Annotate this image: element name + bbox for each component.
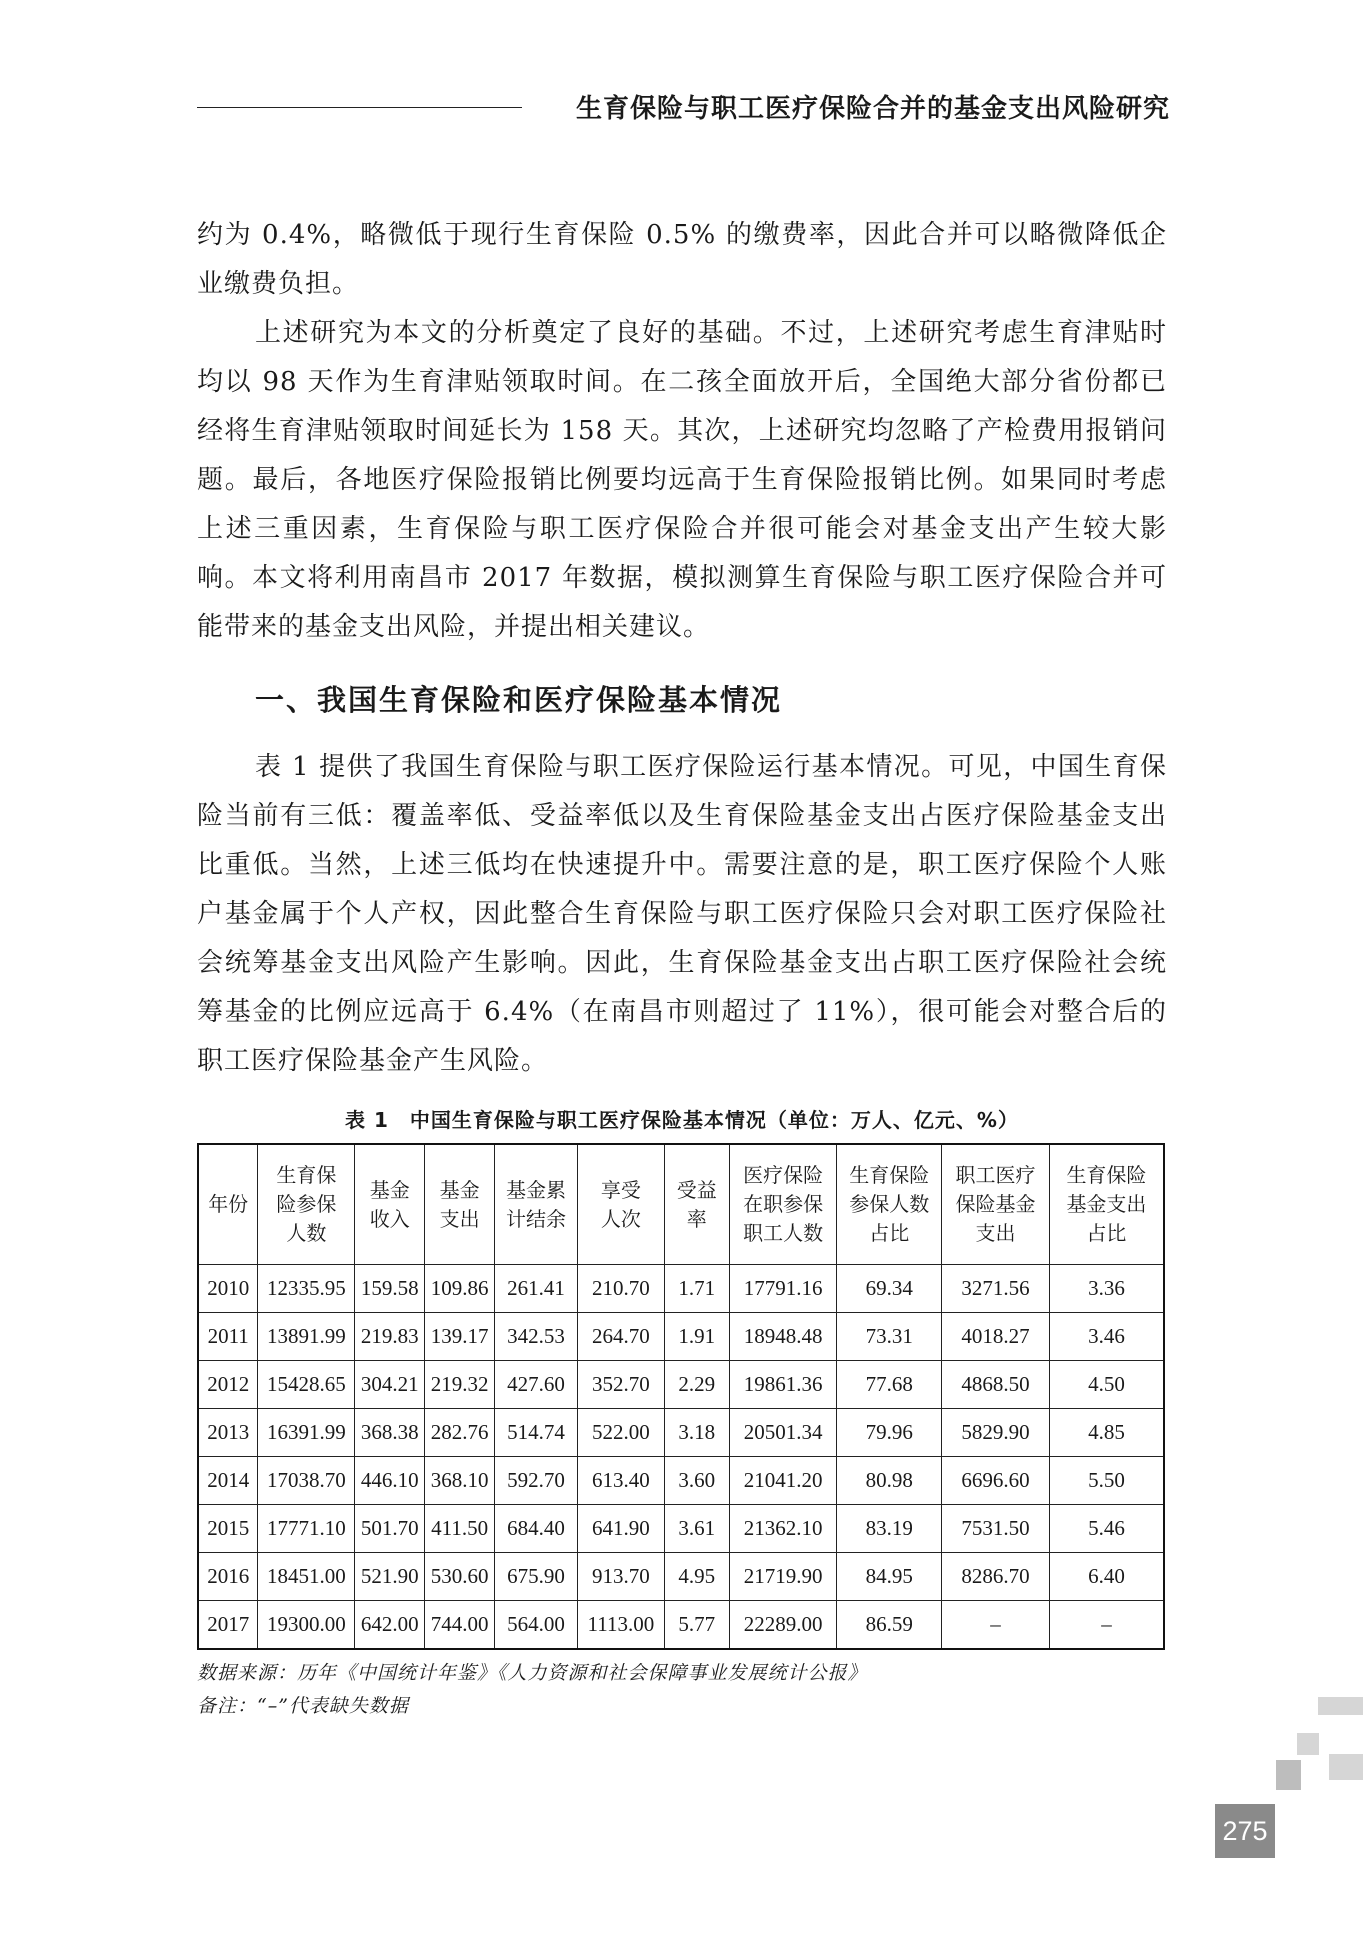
- table-cell: 3.60: [664, 1457, 729, 1505]
- table-cell: 352.70: [577, 1361, 664, 1409]
- header-rule: [197, 107, 522, 108]
- col-header-insured-ratio: 生育保险 参保人数 占比: [837, 1144, 942, 1265]
- table-cell: 84.95: [837, 1553, 942, 1601]
- table-cell: 1113.00: [577, 1601, 664, 1650]
- table-cell: 501.70: [355, 1505, 425, 1553]
- table-cell: 3.36: [1049, 1265, 1164, 1313]
- table-cell: 17038.70: [258, 1457, 355, 1505]
- table-cell: 21719.90: [729, 1553, 837, 1601]
- table-cell: 304.21: [355, 1361, 425, 1409]
- table-cell: 675.90: [495, 1553, 578, 1601]
- table-cell: 5.46: [1049, 1505, 1164, 1553]
- col-header-year: 年份: [198, 1144, 258, 1265]
- table-cell: 8286.70: [942, 1553, 1050, 1601]
- table-row: [198, 1361, 1164, 1409]
- decorative-square: [1297, 1733, 1319, 1755]
- table-cell: 2010: [198, 1265, 258, 1313]
- table-cell: 139.17: [425, 1313, 495, 1361]
- table-notes: [197, 1657, 868, 1723]
- table-cell: 86.59: [837, 1601, 942, 1650]
- table-cell: 17791.16: [729, 1265, 837, 1313]
- table-cell: 5.50: [1049, 1457, 1164, 1505]
- col-header-insured: 生育保 险参保 人数: [258, 1144, 355, 1265]
- table-cell: 2016: [198, 1553, 258, 1601]
- table-cell: 522.00: [577, 1409, 664, 1457]
- decorative-square: [1318, 1697, 1363, 1715]
- table-cell: 4.95: [664, 1553, 729, 1601]
- table-row: [198, 1553, 1164, 1601]
- col-header-medical-insured: 医疗保险 在职参保 职工人数: [729, 1144, 837, 1265]
- table-cell: 13891.99: [258, 1313, 355, 1361]
- table-row: [198, 1457, 1164, 1505]
- table-cell: 4868.50: [942, 1361, 1050, 1409]
- table-cell: 19300.00: [258, 1601, 355, 1650]
- table-cell: 264.70: [577, 1313, 664, 1361]
- table-cell: 21041.20: [729, 1457, 837, 1505]
- table-cell: 3.46: [1049, 1313, 1164, 1361]
- table-cell: 613.40: [577, 1457, 664, 1505]
- table-cell: 7531.50: [942, 1505, 1050, 1553]
- table-cell: 79.96: [837, 1409, 942, 1457]
- table-caption: 表 1 中国生育保险与职工医疗保险基本情况（单位：万人、亿元、%）: [345, 1108, 1019, 1132]
- col-header-balance: 基金累 计结余: [495, 1144, 578, 1265]
- table-cell: 282.76: [425, 1409, 495, 1457]
- table-cell: 2013: [198, 1409, 258, 1457]
- table-cell: 17771.10: [258, 1505, 355, 1553]
- table-cell: 2011: [198, 1313, 258, 1361]
- table-cell: 913.70: [577, 1553, 664, 1601]
- table-cell: 109.86: [425, 1265, 495, 1313]
- table-cell: 3.61: [664, 1505, 729, 1553]
- paragraph-1: 约为 0.4%，略微低于现行生育保险 0.5% 的缴费率，因此合并可以略微降低企业缴费负担。: [197, 220, 1167, 299]
- table-cell: 592.70: [495, 1457, 578, 1505]
- table-cell: 411.50: [425, 1505, 495, 1553]
- decorative-square: [1276, 1760, 1301, 1790]
- table-cell: 69.34: [837, 1265, 942, 1313]
- data-table: [197, 1143, 1165, 1650]
- table-cell: –: [942, 1601, 1050, 1650]
- paragraph-2: 上述研究为本文的分析奠定了良好的基础。不过，上述研究考虑生育津贴时均以 98 天作为生育津贴领取时间。在二孩全面放开后，全国绝大部分省份都已经将生育津贴领取时间延长为 158 天。其次，上述研究均忽略了产检费用报销问题。最后，各地医疗保险报销比例要均远高于生育保险报销比例。如果同时考虑上述三重因素，生育保险与职工医疗保险合并很可能会对基金支出产生较大影响。本文将利用南昌市 2017 年数据，模拟测算生育保险与职工医疗保险合并可能带来的基金支出风险，并提出相关建议。: [197, 318, 1167, 642]
- table-cell: 4.85: [1049, 1409, 1164, 1457]
- table-cell: 642.00: [355, 1601, 425, 1650]
- running-title: 生育保险与职工医疗保险合并的基金支出风险研究: [575, 94, 1170, 124]
- table-cell: 2017: [198, 1601, 258, 1650]
- table-cell: 368.10: [425, 1457, 495, 1505]
- table-cell: 219.32: [425, 1361, 495, 1409]
- table-cell: 1.91: [664, 1313, 729, 1361]
- table-cell: 19861.36: [729, 1361, 837, 1409]
- table-cell: 744.00: [425, 1601, 495, 1650]
- table-cell: 446.10: [355, 1457, 425, 1505]
- intro-paragraphs: [197, 211, 1167, 652]
- table-row: [198, 1409, 1164, 1457]
- table-cell: 210.70: [577, 1265, 664, 1313]
- table-cell: 77.68: [837, 1361, 942, 1409]
- col-header-expenditure: 基金 支出: [425, 1144, 495, 1265]
- table-cell: 684.40: [495, 1505, 578, 1553]
- page-number: 275: [1215, 1804, 1275, 1858]
- table-cell: 20501.34: [729, 1409, 837, 1457]
- col-header-beneficiaries: 享受 人次: [577, 1144, 664, 1265]
- table-cell: 12335.95: [258, 1265, 355, 1313]
- table-cell: 641.90: [577, 1505, 664, 1553]
- table-cell: 261.41: [495, 1265, 578, 1313]
- table-cell: 73.31: [837, 1313, 942, 1361]
- table-cell: 3.18: [664, 1409, 729, 1457]
- table-cell: 16391.99: [258, 1409, 355, 1457]
- table-cell: 6.40: [1049, 1553, 1164, 1601]
- table-cell: 514.74: [495, 1409, 578, 1457]
- table-cell: 530.60: [425, 1553, 495, 1601]
- remark-note: 备注：“–”代表缺失数据: [197, 1695, 409, 1717]
- table-cell: 219.83: [355, 1313, 425, 1361]
- table-cell: 564.00: [495, 1601, 578, 1650]
- table-body: [198, 1265, 1164, 1650]
- table-cell: 18451.00: [258, 1553, 355, 1601]
- table-cell: 18948.48: [729, 1313, 837, 1361]
- col-header-medical-expenditure: 职工医疗 保险基金 支出: [942, 1144, 1050, 1265]
- decorative-square: [1329, 1754, 1363, 1780]
- paragraph-3: 表 1 提供了我国生育保险与职工医疗保险运行基本情况。可见，中国生育保险当前有三低：覆盖率低、受益率低以及生育保险基金支出占医疗保险基金支出比重低。当然，上述三低均在快速提升中。需要注意的是，职工医疗保险个人账户基金属于个人产权，因此整合生育保险与职工医疗保险只会对职工医疗保险社会统筹基金支出风险产生影响。因此，生育保险基金支出占职工医疗保险社会统筹基金的比例应远高于 6.4%（在南昌市则超过了 11%），很可能会对整合后的职工医疗保险基金产生风险。: [197, 752, 1167, 1076]
- table-row: [198, 1265, 1164, 1313]
- table-cell: 2015: [198, 1505, 258, 1553]
- section-body: [197, 743, 1167, 1086]
- table-cell: 2.29: [664, 1361, 729, 1409]
- table-row: [198, 1505, 1164, 1553]
- table-cell: 2014: [198, 1457, 258, 1505]
- table-cell: –: [1049, 1601, 1164, 1650]
- table-cell: 83.19: [837, 1505, 942, 1553]
- table-cell: 1.71: [664, 1265, 729, 1313]
- table-cell: 427.60: [495, 1361, 578, 1409]
- table-cell: 159.58: [355, 1265, 425, 1313]
- table-header-row: [198, 1144, 1164, 1265]
- table-cell: 80.98: [837, 1457, 942, 1505]
- table-cell: 6696.60: [942, 1457, 1050, 1505]
- table-cell: 3271.56: [942, 1265, 1050, 1313]
- col-header-expenditure-ratio: 生育保险 基金支出 占比: [1049, 1144, 1164, 1265]
- table-cell: 368.38: [355, 1409, 425, 1457]
- table-cell: 4018.27: [942, 1313, 1050, 1361]
- table-cell: 4.50: [1049, 1361, 1164, 1409]
- col-header-benefit-rate: 受益 率: [664, 1144, 729, 1265]
- table-row: [198, 1313, 1164, 1361]
- table-cell: 22289.00: [729, 1601, 837, 1650]
- table-cell: 5829.90: [942, 1409, 1050, 1457]
- table-cell: 21362.10: [729, 1505, 837, 1553]
- col-header-income: 基金 收入: [355, 1144, 425, 1265]
- table-cell: 2012: [198, 1361, 258, 1409]
- source-note: 数据来源：历年《中国统计年鉴》《人力资源和社会保障事业发展统计公报》: [197, 1662, 868, 1684]
- table-cell: 15428.65: [258, 1361, 355, 1409]
- section-heading: 一、我国生育保险和医疗保险基本情况: [255, 683, 783, 717]
- table-cell: 521.90: [355, 1553, 425, 1601]
- table-row: [198, 1601, 1164, 1650]
- table-cell: 342.53: [495, 1313, 578, 1361]
- table-cell: 5.77: [664, 1601, 729, 1650]
